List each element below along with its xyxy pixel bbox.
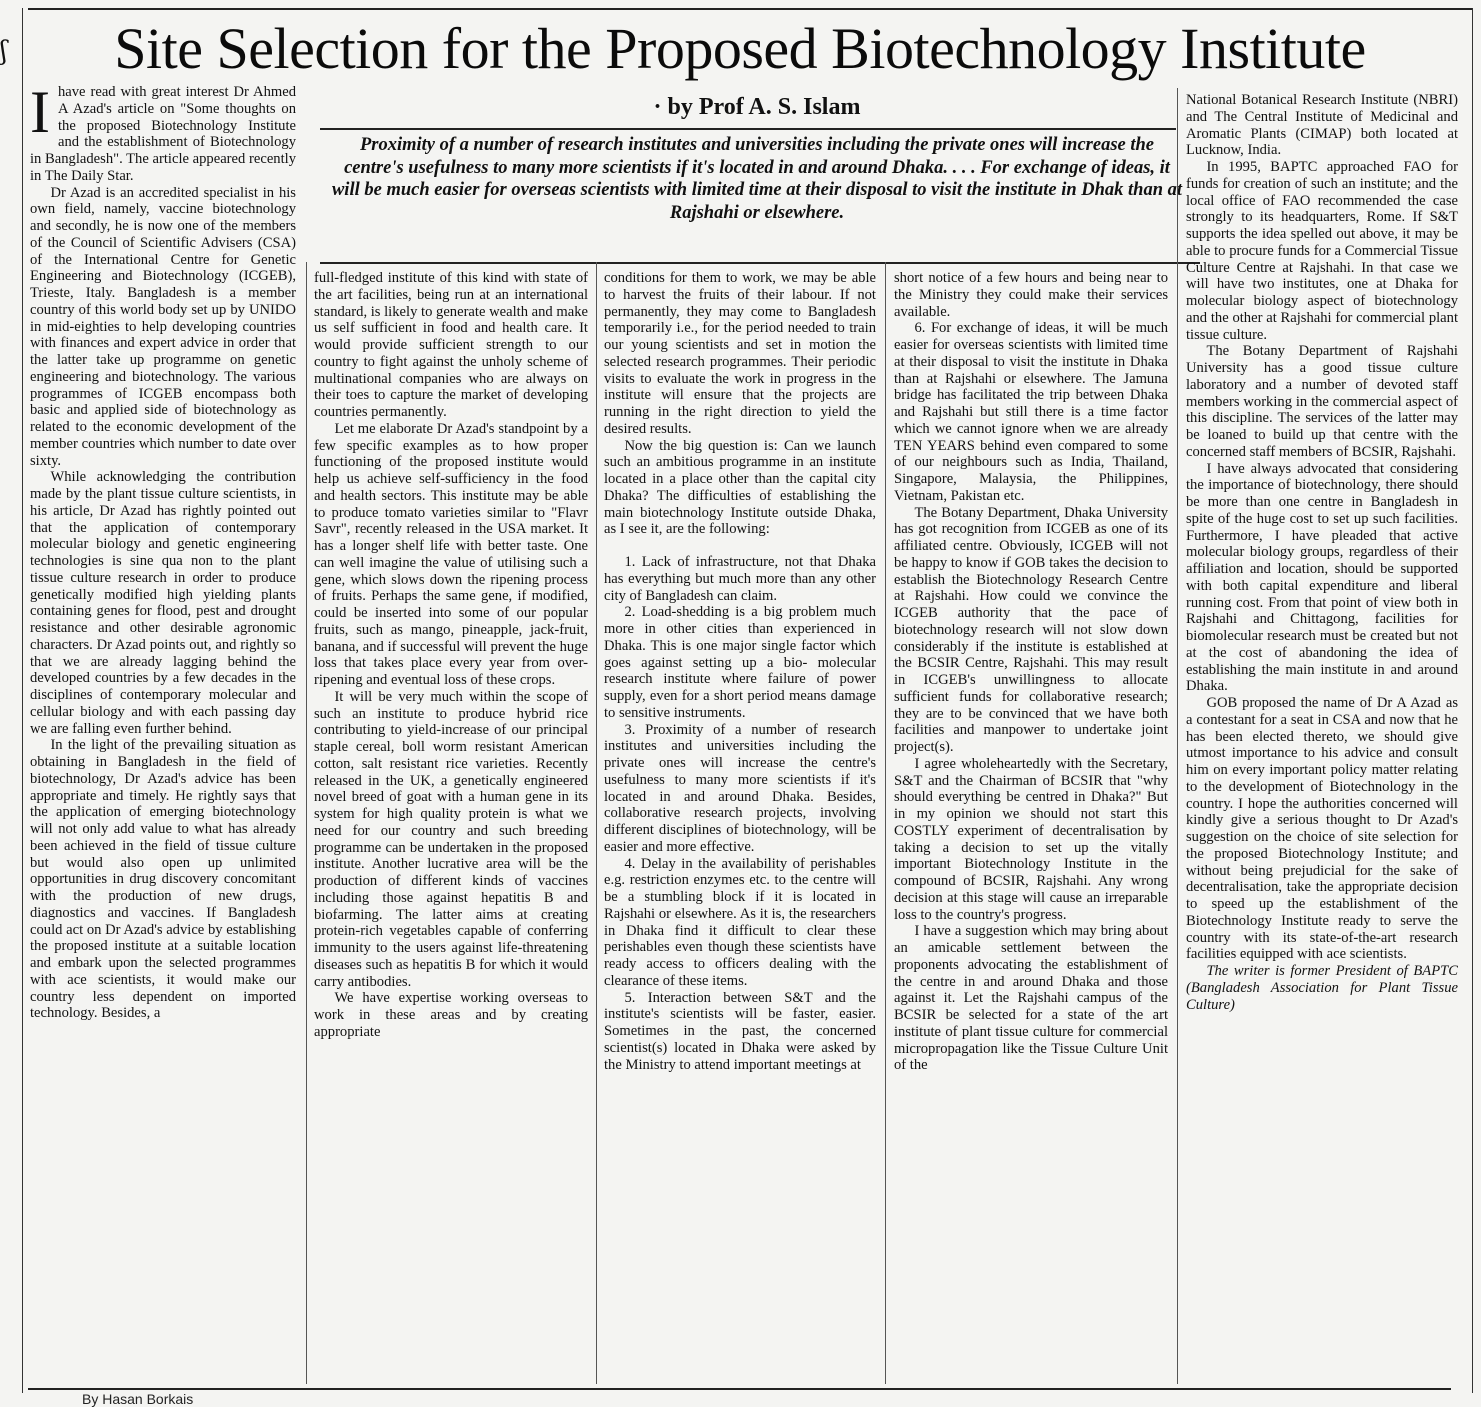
article-headline: Site Selection for the Proposed Biotechnology Institute [114,16,1366,81]
paragraph: The Botany Department, Dhaka University has got recognition from ICGEB as one of its affiliated centre. Obviously, ICGEB will not be happy to know if GOB takes the decision to establish the Biotechnology Research Centre at Rajshahi. How could we convince the ICGEB authority that the pace of biotechnology research will not slow down considerably if the institute is established at the BCSIR Centre, Rajshahi. This may result in ICGEB's unwillingness to allocate sufficient funds for collaborative research; they are to be convinced that we have both facilities and manpower to undertake joint project(s). [894,504,1168,755]
footer-fragment: By Hasan Borkais [82,1391,194,1407]
column-rule [885,262,886,1384]
paragraph: 2. Load-shedding is a big problem much more in other cities than experienced in Dhaka. This is one major single factor which goes against setting up a bio- molecular research institute where failure of power supply, even for a short period means damage to sensitive instruments. [604,604,876,721]
paragraph: While acknowledging the contribution made by the plant tissue culture scientists, in his article, Dr Azad has rightly pointed out that the application of contemporary molecular biology and genetic engineering technologies is sine qua non to the plant tissue culture research in order to produce genetically modified high yielding plants containing genes for flood, pest and drought resistance and other desirable agronomic characters. Dr Azad points out, and rightly so that we are already lagging behind the developed countries by a few decades in the disciplines of contemporary molecular and cellular biology and with each passing day we are falling even further behind. [30,469,296,737]
article-column-2 [314,270,588,1390]
paragraph: 1. Lack of infrastructure, not that Dhaka has everything but much more than any other city of Bangladesh can claim. [604,554,876,604]
paragraph: I agree wholeheartedly with the Secretary, S&T and the Chairman of BCSIR that "why should everything be centred in Dhaka?" But in my opinion we should not start this COSTLY experiment of decentralisation by taking a decision to set up the vitally important Biotechnology Institute in the compound of BCSIR, Rajshahi. Any wrong decision at this stage will cause an irreparable loss to the country's progress. [894,755,1168,923]
right-border-rule [1472,8,1473,1393]
pull-quote: Proximity of a number of research institutes and universities including the private ones will increase the centre's usefulness to many more scientists if it's located in and around Dhaka. . . . For exchange of ideas, it will be much easier for overseas scientists with limited time at their disposal to visit the institute in Dhak than at Rajshahi or elsewhere. [331,135,1183,223]
paragraph: In 1995, BAPTC approached FAO for funds for creation of such an institute; and the local office of FAO recommended the case strongly to its headquarters, Rome. If S&T supports the idea spelled out above, it may be able to procure funds for a Commercial Tissue Culture Centre at Rajshahi. In that case we will have two institutes, one at Dhaka for molecular biology aspect of biotechnology and the other at Rajshahi for commercial plant tissue culture. [1186,159,1458,343]
column-rule [1177,88,1178,1384]
top-rule [28,8,1473,10]
paragraph: In the light of the prevailing situation as obtaining in Bangladesh in the field of biotechnology, Dr Azad's advice has been appropriate and timely. He rightly says that the application of emerging biotechnology will not only add value to what has already been achieved in the field of tissue culture but would also open up unlimited opportunities in drug discovery concomitant with the production of new drugs, diagnostics and vaccines. If Bangladesh could act on Dr Azad's advice by establishing the proposed institute at a suitable location and embark upon the selected programmes with ace scientists, it would make our country less dependent on imported technology. Besides, a [30,737,296,1022]
column-rule [306,262,307,1384]
paragraph: The Botany Department of Rajshahi University has a good tissue culture laboratory and a number of devoted staff members working in the commercial aspect of this discipline. The services of the latter may be loaned to build up that centre with the concerned staff members of BCSIR, Rajshahi. [1186,343,1458,460]
paragraph: 5. Interaction between S&T and the institute's scientists will be faster, easier. Sometimes in the past, the concerned scientist(s) located in Dhaka were asked by the Ministry to attend important meetings at [604,989,876,1073]
pull-quote-bottom-rule [320,262,1200,264]
paragraph: 6. For exchange of ideas, it will be much easier for overseas scientists with limited time at their disposal to visit the institute in Dhaka than at Rajshahi or elsewhere. The Jamuna bridge has facilitated the trip between Dhaka and Rajshahi but still there is a time factor which we cannot ignore when we are already TEN YEARS behind even compared to some of our neighbours such as India, Thailand, Singapore, Malaysia, the Philippines, Vietnam, Pakistan etc. [894,320,1168,504]
author-note: The writer is former President of BAPTC (Bangladesh Association for Plant Tissue Culture) [1186,963,1458,1013]
article-column-4 [894,270,1168,1390]
paragraph: conditions for them to work, we may be able to harvest the fruits of their labour. If not permanently, they may come to Bangladesh temporarily i.e., for the period needed to train our young scientists and set in motion the selected research programmes. Their periodic visits to evaluate the work in progress in the institute will ensure that the projects are running in the right direction to yield the desired results. [604,270,876,437]
paragraph: Dr Azad is an accredited specialist in his own field, namely, vaccine biotechnology and secondly, he is now one of the members of the Council of Scientific Advisers (CSA) of the International Centre for Genetic Engineering and Biotechnology (ICGEB), Trieste, Italy. Bangladesh is a member country of this world body set up by UNIDO in mid-eighties to help developing countries with finances and expert advice in order that the latter take up programme on genetic engineering and biotechnology. The various programmes of ICGEB encompass both basic and applied side of biotechnology as related to the economic development of the member countries which number to date over sixty. [30,184,296,469]
left-border-rule [22,8,23,1393]
article-byline: · by Prof A. S. Islam [653,94,861,120]
bottom-rule [28,1388,1451,1390]
margin-mark: ʃ [0,36,8,66]
paragraph: Ihave read with great interest Dr Ahmed A Azad's article on "Some thoughts on the proposed Biotechnology Institute and the establishment of Biotechnology in Bangladesh". The article appeared recently in The Daily Star. [30,84,296,184]
paragraph: Let me elaborate Dr Azad's standpoint by a few specific examples as to how proper functioning of the proposed institute would help us achieve self-sufficiency in the food and health sectors. This institute may be able to produce tomato varieties similar to "Flavr Savr", recently released in the USA market. It has a longer shelf life with better taste. One can well imagine the value of utilising such a gene, which slows down the ripening process of fruits. Perhaps the same gene, if modified, could be inserted into some of our popular fruits, such as mango, pineapple, jack-fruit, banana, and if successful will prevent the huge loss that takes place every year from over-ripening and eventual loss of these crops. [314,420,588,688]
paragraph: short notice of a few hours and being near to the Ministry they could make their services available. [894,270,1168,320]
article-column-3 [604,270,876,1390]
paragraph: full-fledged institute of this kind with state of the art facilities, being run at an international standard, is likely to generate wealth and make us self sufficient in food and health care. It would provide sufficient strength to our country to fight against the unholy scheme of multinational companies who are always on their toes to capture the market of developing countries permanently. [314,270,588,420]
paragraph: 3. Proximity of a number of research institutes and universities including the private ones will increase the centre's usefulness to many more scientists if it's located in and around Dhaka. Besides, collaborative research projects, involving different disciplines of biotechnology, will be easier and more effective. [604,721,876,855]
paragraph: I have a suggestion which may bring about an amicable settlement between the proponents advocating the establishment of the centre in and around Dhaka and those against it. Let the Rajshahi campus of the BCSIR be selected for a state of the art institute of plant tissue culture for commercial micropropagation like the Tissue Culture Unit of the [894,923,1168,1074]
article-column-5 [1186,92,1458,1390]
paragraph: We have expertise working overseas to work in these areas and by creating appropriate [314,990,588,1040]
column-rule [596,262,597,1384]
article-column-1 [30,84,296,1390]
paragraph: National Botanical Research Institute (NBRI) and The Central Institute of Medicinal and Aromatic Plants (CIMAP) both located at Lucknow, India. [1186,92,1458,159]
paragraph: GOB proposed the name of Dr A Azad as a contestant for a seat in CSA and now that he has been elected thereto, we should give utmost importance to his advice and consult him on every important policy matter relating to the development of Biotechnology in the country. I hope the authorities concerned will kindly give a serious thought to Dr Azad's suggestion on the choice of site selection for the proposed Biotechnology Institute; and without being prejudicial for the sake of decentralisation, take the appropriate decision to speed up the establishment of the Biotechnology Institute ready to serve the country with its state-of-the-art research facilities equipped with ace scientists. [1186,695,1458,963]
paragraph: 4. Delay in the availability of perishables e.g. restriction enzymes etc. to the centre will be a stumbling block if it is located in Rajshahi or elsewhere. As it is, the researchers in Dhaka find it difficult to clear these perishables even though these scientists have ready access to officers dealing with the clearance of these items. [604,855,876,989]
paragraph: It will be very much within the scope of such an institute to produce hybrid rice contributing to yield-increase of our principal staple cereal, boll worm resistant American cotton, salt resistant rice varieties. Recently released in the UK, a genetically engineered novel breed of goat with a human gene in its system for high quality protein is what we need for our country and such breeding programme can be undertaken in the proposed institute. Another lucrative area will be the production of different kinds of vaccines including those against hepatitis B and biofarming. The latter aims at creating protein-rich vegetables capable of conferring immunity to the users against life-threatening diseases such as hepatitis B for which it would carry antibodies. [314,688,588,990]
paragraph: I have always advocated that considering the importance of biotechnology, there should be more than one centre in Bangladesh in spite of the huge cost to set up such facilities. Furthermore, I have pleaded that active molecular biology groups, regardless of their affiliation and location, should be supported with both capital expenditure and liberal running cost. From that point of view both in Rajshahi and Chittagong, facilities for biomolecular research must be created but not at the cost of abandoning the idea of establishing the main institute in and around Dhaka. [1186,460,1458,695]
paragraph: Now the big question is: Can we launch such an ambitious programme in an institute located in a place other than the capital city Dhaka? The difficulties of establishing the main biotechnology Institute outside Dhaka, as I see it, are the following: [604,437,876,538]
pull-quote-top-rule [320,128,1176,130]
